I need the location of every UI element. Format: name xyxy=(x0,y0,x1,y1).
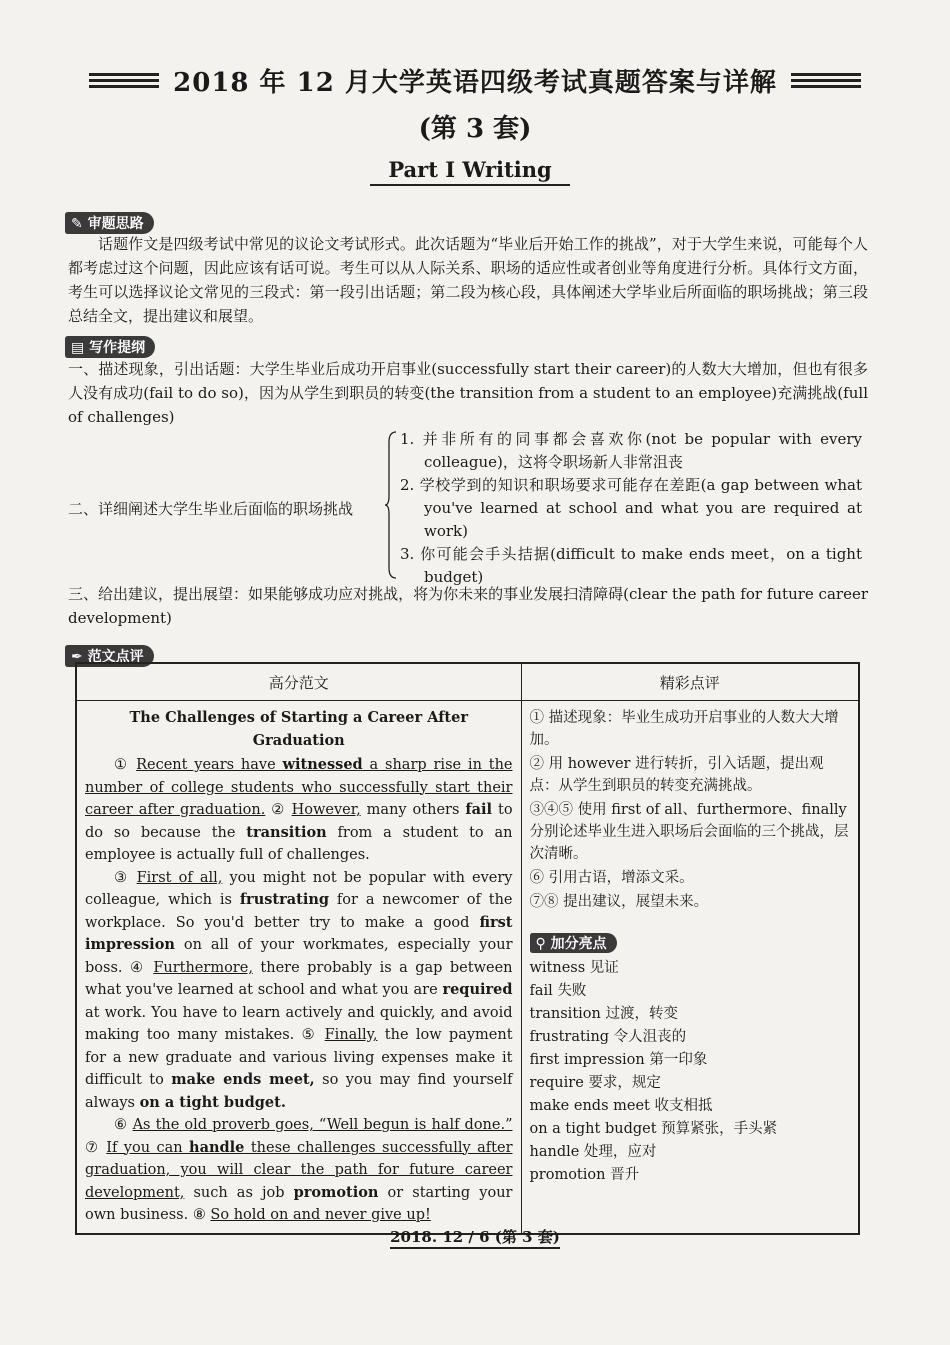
essay-title: The Challenges of Starting a Career After Graduation xyxy=(129,709,468,749)
note-item: ③④⑤ 使用 first of all、furthermore、finally 分别论述毕业生进入职场后会面临的三个挑战，层次清晰。 xyxy=(529,802,849,862)
sentence-marker: ① xyxy=(114,757,130,773)
vocab-item: make ends meet 收支相抵 xyxy=(529,1098,713,1114)
key-word: witnessed xyxy=(282,756,363,773)
pencil-icon: ✎ xyxy=(71,216,83,232)
essay-text: or starting your own business. xyxy=(85,1184,513,1223)
vocab-item: promotion 晋升 xyxy=(529,1167,640,1183)
essay-text: on all of your workmates, especially your boss. xyxy=(85,937,513,976)
vocab-item: witness 见证 xyxy=(529,960,619,976)
essay-text: However, xyxy=(291,802,361,818)
key-word: handle xyxy=(189,1138,245,1156)
essay-text: As the old proverb goes, “Well begun is half done.” xyxy=(132,1117,513,1133)
vocab-item: require 要求，规定 xyxy=(529,1075,661,1091)
essay-text: Finally, xyxy=(324,1027,378,1043)
review-notes xyxy=(530,707,851,913)
essay-text: such as job xyxy=(184,1184,294,1201)
sentence-marker: ② xyxy=(271,802,286,818)
essay-paragraph-1 xyxy=(85,754,513,867)
sentence-marker: ③ xyxy=(114,869,130,886)
note-item: ⑥ 引用古语，增添文采。 xyxy=(529,870,694,886)
key-word: make ends meet, xyxy=(171,1071,315,1088)
key-word: transition xyxy=(246,823,327,841)
essay-text: you might not be popular with every colleague, which is xyxy=(85,869,513,908)
vocab-item: transition 过渡，转变 xyxy=(529,1006,678,1022)
essay-cell xyxy=(76,701,521,1234)
model-essay xyxy=(85,707,513,1227)
essay-text: So hold on and never give up! xyxy=(210,1207,431,1223)
curly-brace-icon xyxy=(385,430,397,580)
list-icon: ▤ xyxy=(71,340,85,356)
key-word: promotion xyxy=(293,1183,379,1201)
note-item: ① 描述现象：毕业生成功开启事业的人数大大增加。 xyxy=(529,710,839,748)
notes-cell xyxy=(521,701,859,1234)
essay-text: at work. You have to learn actively and quickly, and avoid making too many mistakes. xyxy=(85,1004,513,1043)
essay-text: so you may find yourself always xyxy=(85,1072,513,1111)
section-tag-label: 审题思路 xyxy=(87,216,144,232)
vocab-list xyxy=(530,957,851,1187)
note-item: ② 用 however 进行转折，引入话题，提出观点：从学生到职员的转变充满挑战。 xyxy=(529,756,824,794)
essay-text: there probably is a gap between what you've learned at school and what you are xyxy=(85,959,513,998)
outline-item-2-heading: 二、详细阐述大学生毕业后面临的职场挑战 xyxy=(68,500,354,518)
bonus-tag xyxy=(530,933,617,953)
page-title: 2018 年 12 月大学英语四级考试真题答案与详解 xyxy=(173,68,777,98)
vocab-item: on a tight budget 预算紧张，手头紧 xyxy=(529,1121,778,1137)
vocab-item: frustrating 令人沮丧的 xyxy=(529,1029,687,1045)
list-item: 1. 并非所有的同事都会喜欢你(not be popular with every colleague)，这将令职场新人非常沮丧 xyxy=(400,430,862,471)
key-word: on a tight budget. xyxy=(139,1093,286,1111)
key-word: frustrating xyxy=(239,891,330,908)
key-word: first impression xyxy=(85,913,513,953)
section-tag-label: 写作提纲 xyxy=(89,340,146,356)
sentence-marker: ⑥ xyxy=(114,1117,128,1133)
essay-text: for a newcomer of the workplace. So you'd better try to make a good xyxy=(85,892,513,931)
column-header-essay: 高分范文 xyxy=(76,663,521,701)
essay-text: a sharp rise in the number of college students who successfully start their career after graduation. xyxy=(85,757,513,818)
sentence-marker: ⑦ xyxy=(85,1139,100,1156)
title-row xyxy=(60,62,890,99)
outline-item-3: 三、给出建议，提出展望：如果能够成功应对挑战，将为你未来的事业发展扫清障碍(clear the path for future career development) xyxy=(68,585,868,627)
key-word: fail xyxy=(465,801,493,818)
page-number: 2018. 12 / 6 (第 3 套) xyxy=(390,1228,560,1249)
vocab-item: first impression 第一印象 xyxy=(529,1052,708,1068)
list-item: 2. 学校学到的知识和职场要求可能存在差距(a gap between what you've learned at school and what you are required at work) xyxy=(400,476,862,540)
note-item: ⑦⑧ 提出建议，展望未来。 xyxy=(529,894,709,910)
vocab-item: fail 失败 xyxy=(529,983,587,999)
essay-text: the low payment for a new graduate and various living expenses make it difficult to xyxy=(85,1027,513,1088)
sentence-marker: ⑤ xyxy=(301,1027,318,1043)
key-word: required xyxy=(442,981,513,998)
title-decoration-left xyxy=(89,73,159,88)
essay-paragraph-2 xyxy=(85,867,513,1115)
essay-text: to do so because the xyxy=(85,802,513,841)
sentence-marker: ⑧ xyxy=(192,1207,206,1223)
pen-icon: ✒ xyxy=(71,649,83,665)
column-header-notes: 精彩点评 xyxy=(521,663,859,701)
magnifier-icon: ⚲ xyxy=(535,936,546,952)
essay-text: many others xyxy=(360,802,466,818)
outline-item-1: 一、描述现象，引出话题：大学生毕业后成功开启事业(successfully start their career)的人数大大增加，但也有很多人没有成功(fail to do so)，因为从学生到职员的转变(the transition from a student to an employee)充满挑战(full of challenges) xyxy=(68,360,868,426)
bonus-tag-label: 加分亮点 xyxy=(550,936,607,952)
essay-text: these challenges successfully after graduation, you will clear the path for future career development, xyxy=(85,1139,513,1201)
essay-text: First of all, xyxy=(136,869,223,886)
section-tag-analysis xyxy=(65,212,154,234)
essay-text: from a student to an employee is actually full of challenges. xyxy=(85,824,513,863)
essay-review-table xyxy=(75,662,860,1235)
essay-text: If you can xyxy=(106,1139,190,1156)
part-heading: Part I Writing xyxy=(370,157,570,186)
list-item: 3. 你可能会手头拮据(difficult to make ends meet，on a tight budget) xyxy=(400,545,862,586)
page-footer xyxy=(0,1226,950,1247)
essay-text: Recent years have xyxy=(136,757,283,773)
outline-item-2-list xyxy=(400,428,862,589)
essay-text: Furthermore, xyxy=(153,959,253,976)
set-subtitle: (第 3 套) xyxy=(418,114,532,144)
section-tag-label: 范文点评 xyxy=(87,649,144,665)
title-decoration-right xyxy=(791,73,861,88)
analysis-paragraph: 话题作文是四级考试中常见的议论文考试形式。此次话题为“毕业后开始工作的挑战”，对于大学生来说，可能每个人都考虑过这个问题，因此应该有话可说。考生可以从人际关系、职场的适应性或者创业等角度进行分析。具体行文方面，考生可以选择议论文常见的三段式：第一段引出话题；第二段为核心段，具体阐述大学毕业后所面临的职场挑战；第三段总结全文，提出建议和展望。 xyxy=(68,235,868,325)
essay-paragraph-3 xyxy=(85,1114,513,1227)
sentence-marker: ④ xyxy=(129,959,146,976)
vocab-item: handle 处理，应对 xyxy=(529,1144,657,1160)
section-tag-outline xyxy=(65,336,155,358)
